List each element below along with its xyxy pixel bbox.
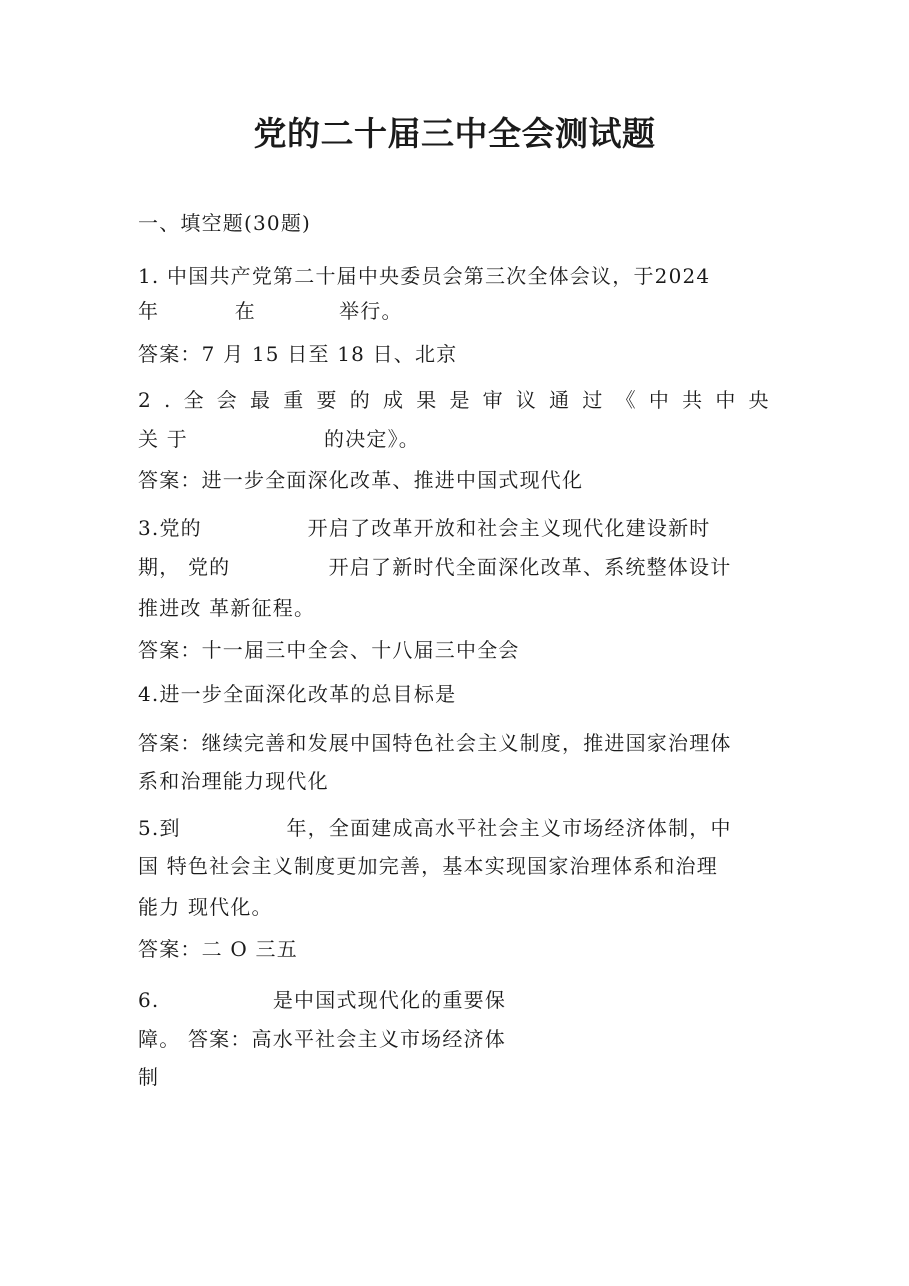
answer-4-line-1: 答案：继续完善和发展中国特色社会主义制度，推进国家治理体	[138, 731, 732, 755]
question-5-line-2: 国 特色社会主义制度更加完善，基本实现国家治理体系和治理	[138, 854, 718, 878]
answer-2: 答案：进一步全面深化改革、推进中国式现代化	[138, 468, 584, 492]
q2-char: 会	[216, 388, 238, 412]
q2-char: 过	[582, 388, 604, 412]
question-5-line-3: 能力 现代化。	[138, 895, 273, 919]
section-heading: 一、填空题(30题)	[138, 211, 312, 235]
q2-char: 央	[748, 388, 770, 412]
question-2-line-1	[138, 386, 770, 414]
q2-char: 中	[648, 388, 671, 412]
answer-1: 答案：7 月 15 日至 18 日、北京	[138, 342, 458, 366]
answer-4-line-2: 系和治理能力现代化	[138, 769, 329, 793]
question-3-line-2: 期， 党的 开启了新时代全面深化改革、系统整体设计	[138, 555, 732, 579]
q2-char: 通	[549, 388, 571, 412]
question-4: 4.进一步全面深化改革的总目标是	[138, 682, 457, 706]
q2-char: .	[163, 388, 172, 412]
q2-char: 重	[283, 388, 305, 412]
question-1-line-1: 1. 中国共产党第二十届中央委员会第三次全体会议，于2024	[138, 264, 711, 288]
document-title: 党的二十届三中全会测试题	[253, 114, 656, 153]
q2-char: 最	[250, 388, 272, 412]
q2-char: 中	[715, 388, 737, 412]
question-6-line-1: 6. 是中国式现代化的重要保	[138, 988, 507, 1012]
q2-char: 果	[416, 388, 438, 412]
question-6-line-3: 制	[138, 1065, 160, 1089]
q2-char: 的	[349, 388, 371, 412]
q2-char: 《	[615, 388, 637, 412]
question-6-line-2: 障。 答案：高水平社会主义市场经济体	[138, 1027, 506, 1051]
q2-char: 议	[515, 388, 538, 412]
question-3-line-3: 推进改 革新征程。	[138, 596, 316, 620]
q2-char: 是	[449, 388, 471, 412]
q2-char: 2	[138, 388, 152, 412]
q2-char: 共	[682, 388, 704, 412]
question-5-line-1: 5.到 年，全面建成高水平社会主义市场经济体制，中	[138, 816, 732, 840]
question-3-line-1: 3.党的 开启了改革开放和社会主义现代化建设新时	[138, 516, 711, 540]
q2-char: 审	[482, 388, 504, 412]
q2-char: 要	[316, 388, 338, 412]
answer-3: 答案：十一届三中全会、十八届三中全会	[138, 638, 520, 662]
q2-char: 成	[382, 388, 405, 412]
answer-5: 答案：二 O 三五	[138, 937, 298, 961]
question-1-line-2: 年 在 举行。	[138, 299, 403, 323]
question-2-line-2: 关 于 的决定》。	[138, 427, 420, 451]
q2-char: 全	[183, 388, 205, 412]
